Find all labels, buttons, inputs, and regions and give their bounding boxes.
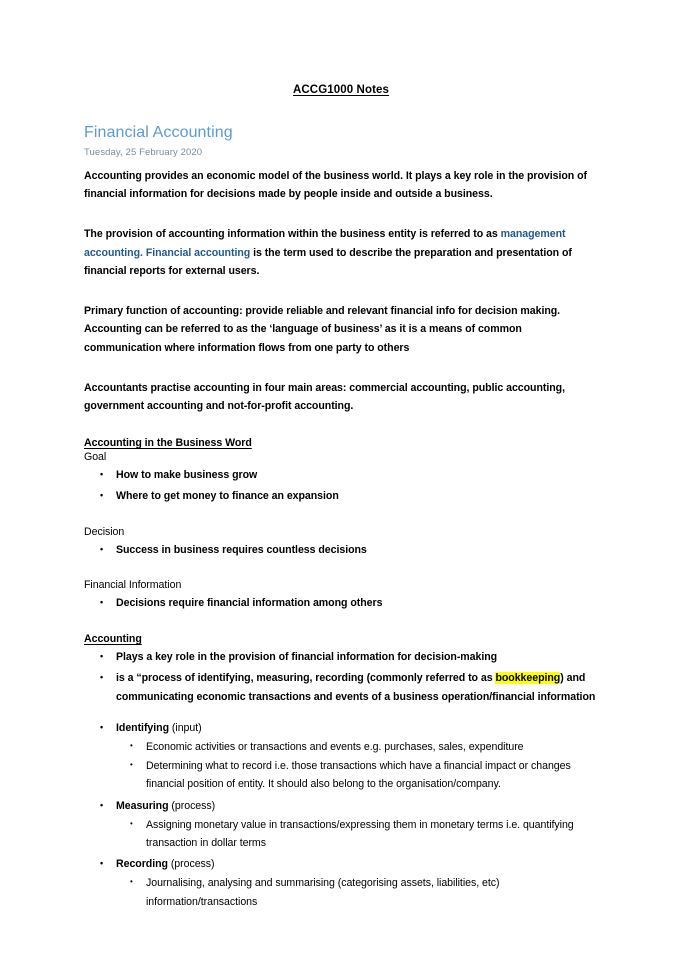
qualifier-measuring: (process) — [168, 799, 216, 812]
inline-highlight-financial-accounting: Financial accounting — [145, 246, 251, 259]
list-item: • Assigning monetary value in transactions/expressing them in monetary terms i.e. quantifying transaction in dollar terms — [116, 815, 598, 852]
term-recording: Recording — [116, 858, 168, 871]
list-item: • Economic activities or transactions and events e.g. purchases, sales, expenditure — [116, 737, 598, 756]
bullet-list-goal — [84, 463, 598, 505]
document-content — [84, 0, 598, 911]
definition-segment-4: economic transactions and events of a business operation/financial information — [193, 690, 596, 703]
paragraph-management-accounting — [84, 203, 598, 280]
sub-bullet-list-identifying — [116, 737, 598, 794]
list-item-identifying — [84, 716, 598, 794]
qualifier-identifying: (input) — [169, 721, 202, 734]
definition-bold-and-communicating: and communicating — [116, 672, 586, 703]
inline-highlight-management-accounting: management accounting. — [84, 228, 566, 259]
subheading-business-world: Accounting in the Business Word — [84, 437, 252, 450]
list-item-measuring — [84, 794, 598, 853]
list-item-recording — [84, 852, 598, 911]
group-label-goal: Goal — [84, 451, 107, 464]
term-measuring: Measuring — [116, 799, 169, 812]
definition-segment-1: is a “process of — [116, 672, 198, 685]
bullet-list-process-steps — [84, 716, 598, 911]
bullet-list-decision — [84, 538, 598, 559]
qualifier-recording: (process) — [167, 858, 215, 871]
definition-segment-3: ) — [560, 672, 567, 685]
paragraph-text-segment-2: is the term used to describe the preparation and presentation of financial reports for external users. — [84, 246, 572, 277]
definition-segment-2: (commonly referred to as — [363, 672, 496, 685]
paragraph-text-segment: The provision of accounting information within the business entity is referred to as — [84, 228, 501, 241]
group-label-decision: Decision — [84, 525, 125, 538]
list-item: • Journalising, analysing and summarising (categorising assets, liabilities, etc) information/transactions — [116, 873, 598, 910]
bullet-list-accounting — [84, 645, 598, 706]
list-item: • Decisions require financial information among others — [84, 591, 598, 612]
sub-bullet-list-recording — [116, 873, 598, 910]
bullet-list-financial-information — [84, 591, 598, 612]
paragraph-primary-function: Primary function of accounting: provide reliable and relevant financial info for decision making. Accounting can be referred to as the ‘language of business’ as it is a means of common communication where information flows from one party to others — [84, 305, 561, 354]
list-item-definition — [84, 666, 598, 705]
paragraph-four-areas: Accountants practise accounting in four main areas: commercial accounting, public accounting, government accounting and not-for-profit accounting. — [84, 381, 565, 412]
document-title: ACCG1000 Notes — [293, 84, 389, 96]
subheading-accounting: Accounting — [84, 633, 142, 646]
term-identifying: Identifying — [116, 721, 170, 734]
list-item: • How to make business grow — [84, 463, 598, 484]
sub-bullet-list-measuring — [116, 815, 598, 852]
highlighted-term-bookkeeping: bookkeeping — [495, 672, 561, 685]
list-item: • Where to get money to finance an expansion — [84, 484, 598, 505]
group-label-financial-information: Financial Information — [84, 578, 182, 591]
list-item: • Success in business requires countless decisions — [84, 538, 598, 559]
spacer — [84, 706, 598, 716]
list-item: • Determining what to record i.e. those transactions which have a financial impact or changes financial position of entity. It should also belong to the organisation/company. — [116, 756, 598, 793]
section-date: Tuesday, 25 February 2020 — [84, 147, 203, 158]
section-heading: Financial Accounting — [84, 124, 233, 141]
definition-bold-identifying-measuring-recording: identifying, measuring, recording — [197, 672, 364, 685]
list-item: • Plays a key role in the provision of financial information for decision-making — [84, 645, 598, 666]
paragraph-intro: Accounting provides an economic model of the business world. It plays a key role in the provision of financial information for decisions made by people inside and outside a business. — [84, 170, 588, 201]
